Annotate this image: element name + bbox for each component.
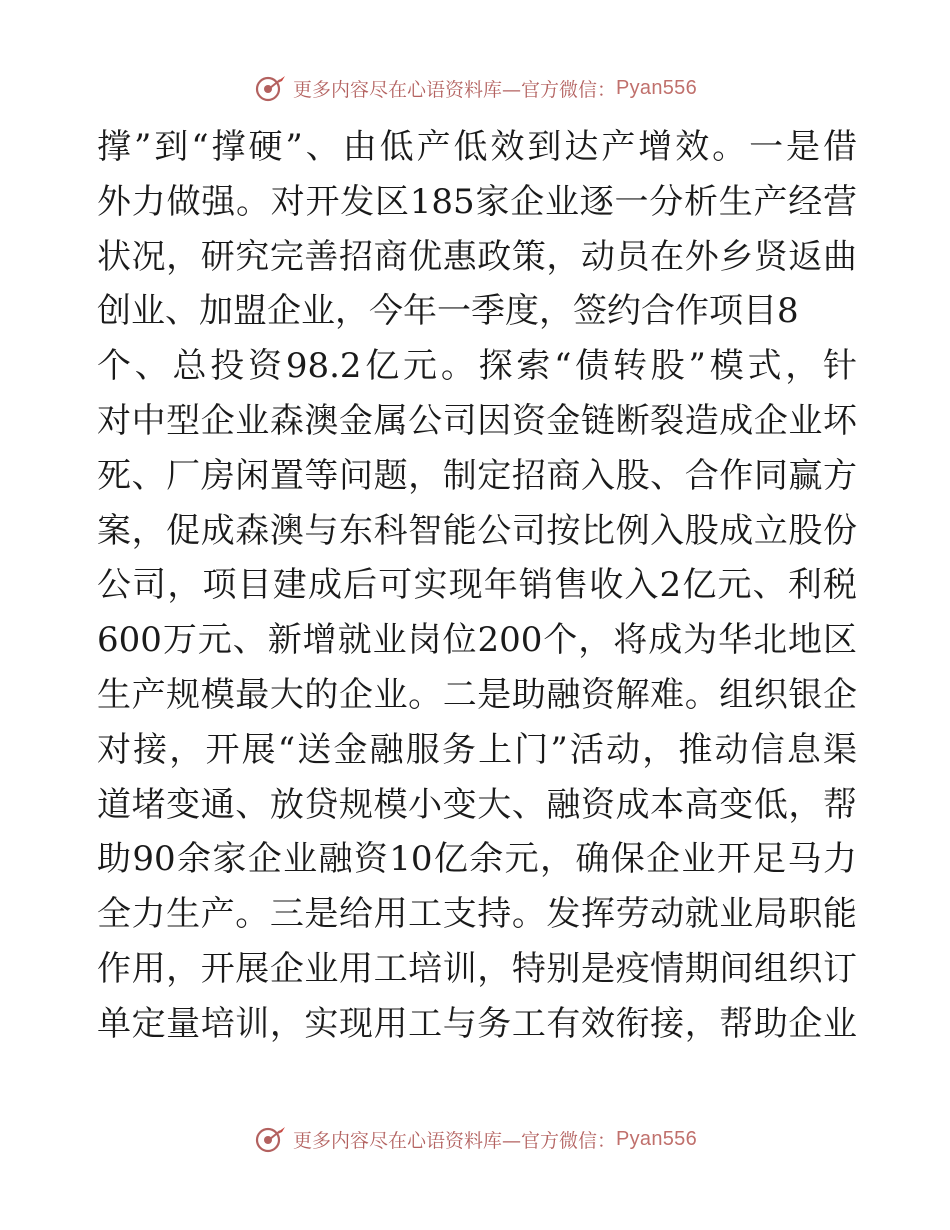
- text-line: 对接，开展“送金融服务上门”活动，推动信息渠: [97, 729, 857, 770]
- text-line: 单定量培训，实现用工与务工有效衔接，帮助企业: [97, 1003, 857, 1044]
- pen-nib-logo-icon: [253, 1124, 289, 1154]
- text-line: 创业、加盟企业，今年一季度，签约合作项目8: [97, 291, 799, 332]
- text-line: 道堵变通、放贷规模小变大、融资成本高变低，帮: [97, 784, 857, 825]
- text-line: 对中型企业森澳金属公司因资金链断裂造成企业坏: [97, 400, 857, 441]
- footer-watermark: [0, 1124, 950, 1154]
- text-line: 作用，开展企业用工培训，特别是疫情期间组织订: [97, 948, 857, 989]
- text-line: 全力生产。三是给用工支持。发挥劳动就业局职能: [97, 894, 857, 935]
- text-line: 撑”到“撑硬”、由低产低效到达产增效。一是借: [97, 127, 857, 167]
- text-line: 死、厂房闲置等问题，制定招商入股、合作同赢方: [97, 455, 857, 496]
- text-line: 助90余家企业融资10亿余元，确保企业开足马力: [97, 839, 857, 880]
- pen-nib-logo-icon: [253, 73, 289, 103]
- text-line: 个、总投资98.2亿元。探索“债转股”模式，针: [97, 346, 857, 387]
- document-body: [97, 120, 857, 1052]
- text-line: 状况，研究完善招商优惠政策，动员在外乡贤返曲: [97, 236, 857, 277]
- watermark-text: 更多内容尽在心语资料库—官方微信：: [292, 1129, 616, 1152]
- text-line: 案，促成森澳与东科智能公司按比例入股成立股份: [97, 510, 857, 551]
- watermark-contact: Pyan556: [615, 76, 698, 99]
- watermark-contact: Pyan556: [615, 1127, 698, 1150]
- text-line: 公司，项目建成后可实现年销售收入2亿元、利税: [97, 565, 857, 606]
- text-line: 600万元、新增就业岗位200个，将成为华北地区: [97, 620, 857, 661]
- header-watermark: [0, 73, 950, 103]
- watermark-text: 更多内容尽在心语资料库—官方微信：: [292, 78, 616, 101]
- text-line: 外力做强。对开发区185家企业逐一分析生产经营: [97, 181, 857, 222]
- text-line: 生产规模最大的企业。二是助融资解难。组织银企: [97, 674, 857, 715]
